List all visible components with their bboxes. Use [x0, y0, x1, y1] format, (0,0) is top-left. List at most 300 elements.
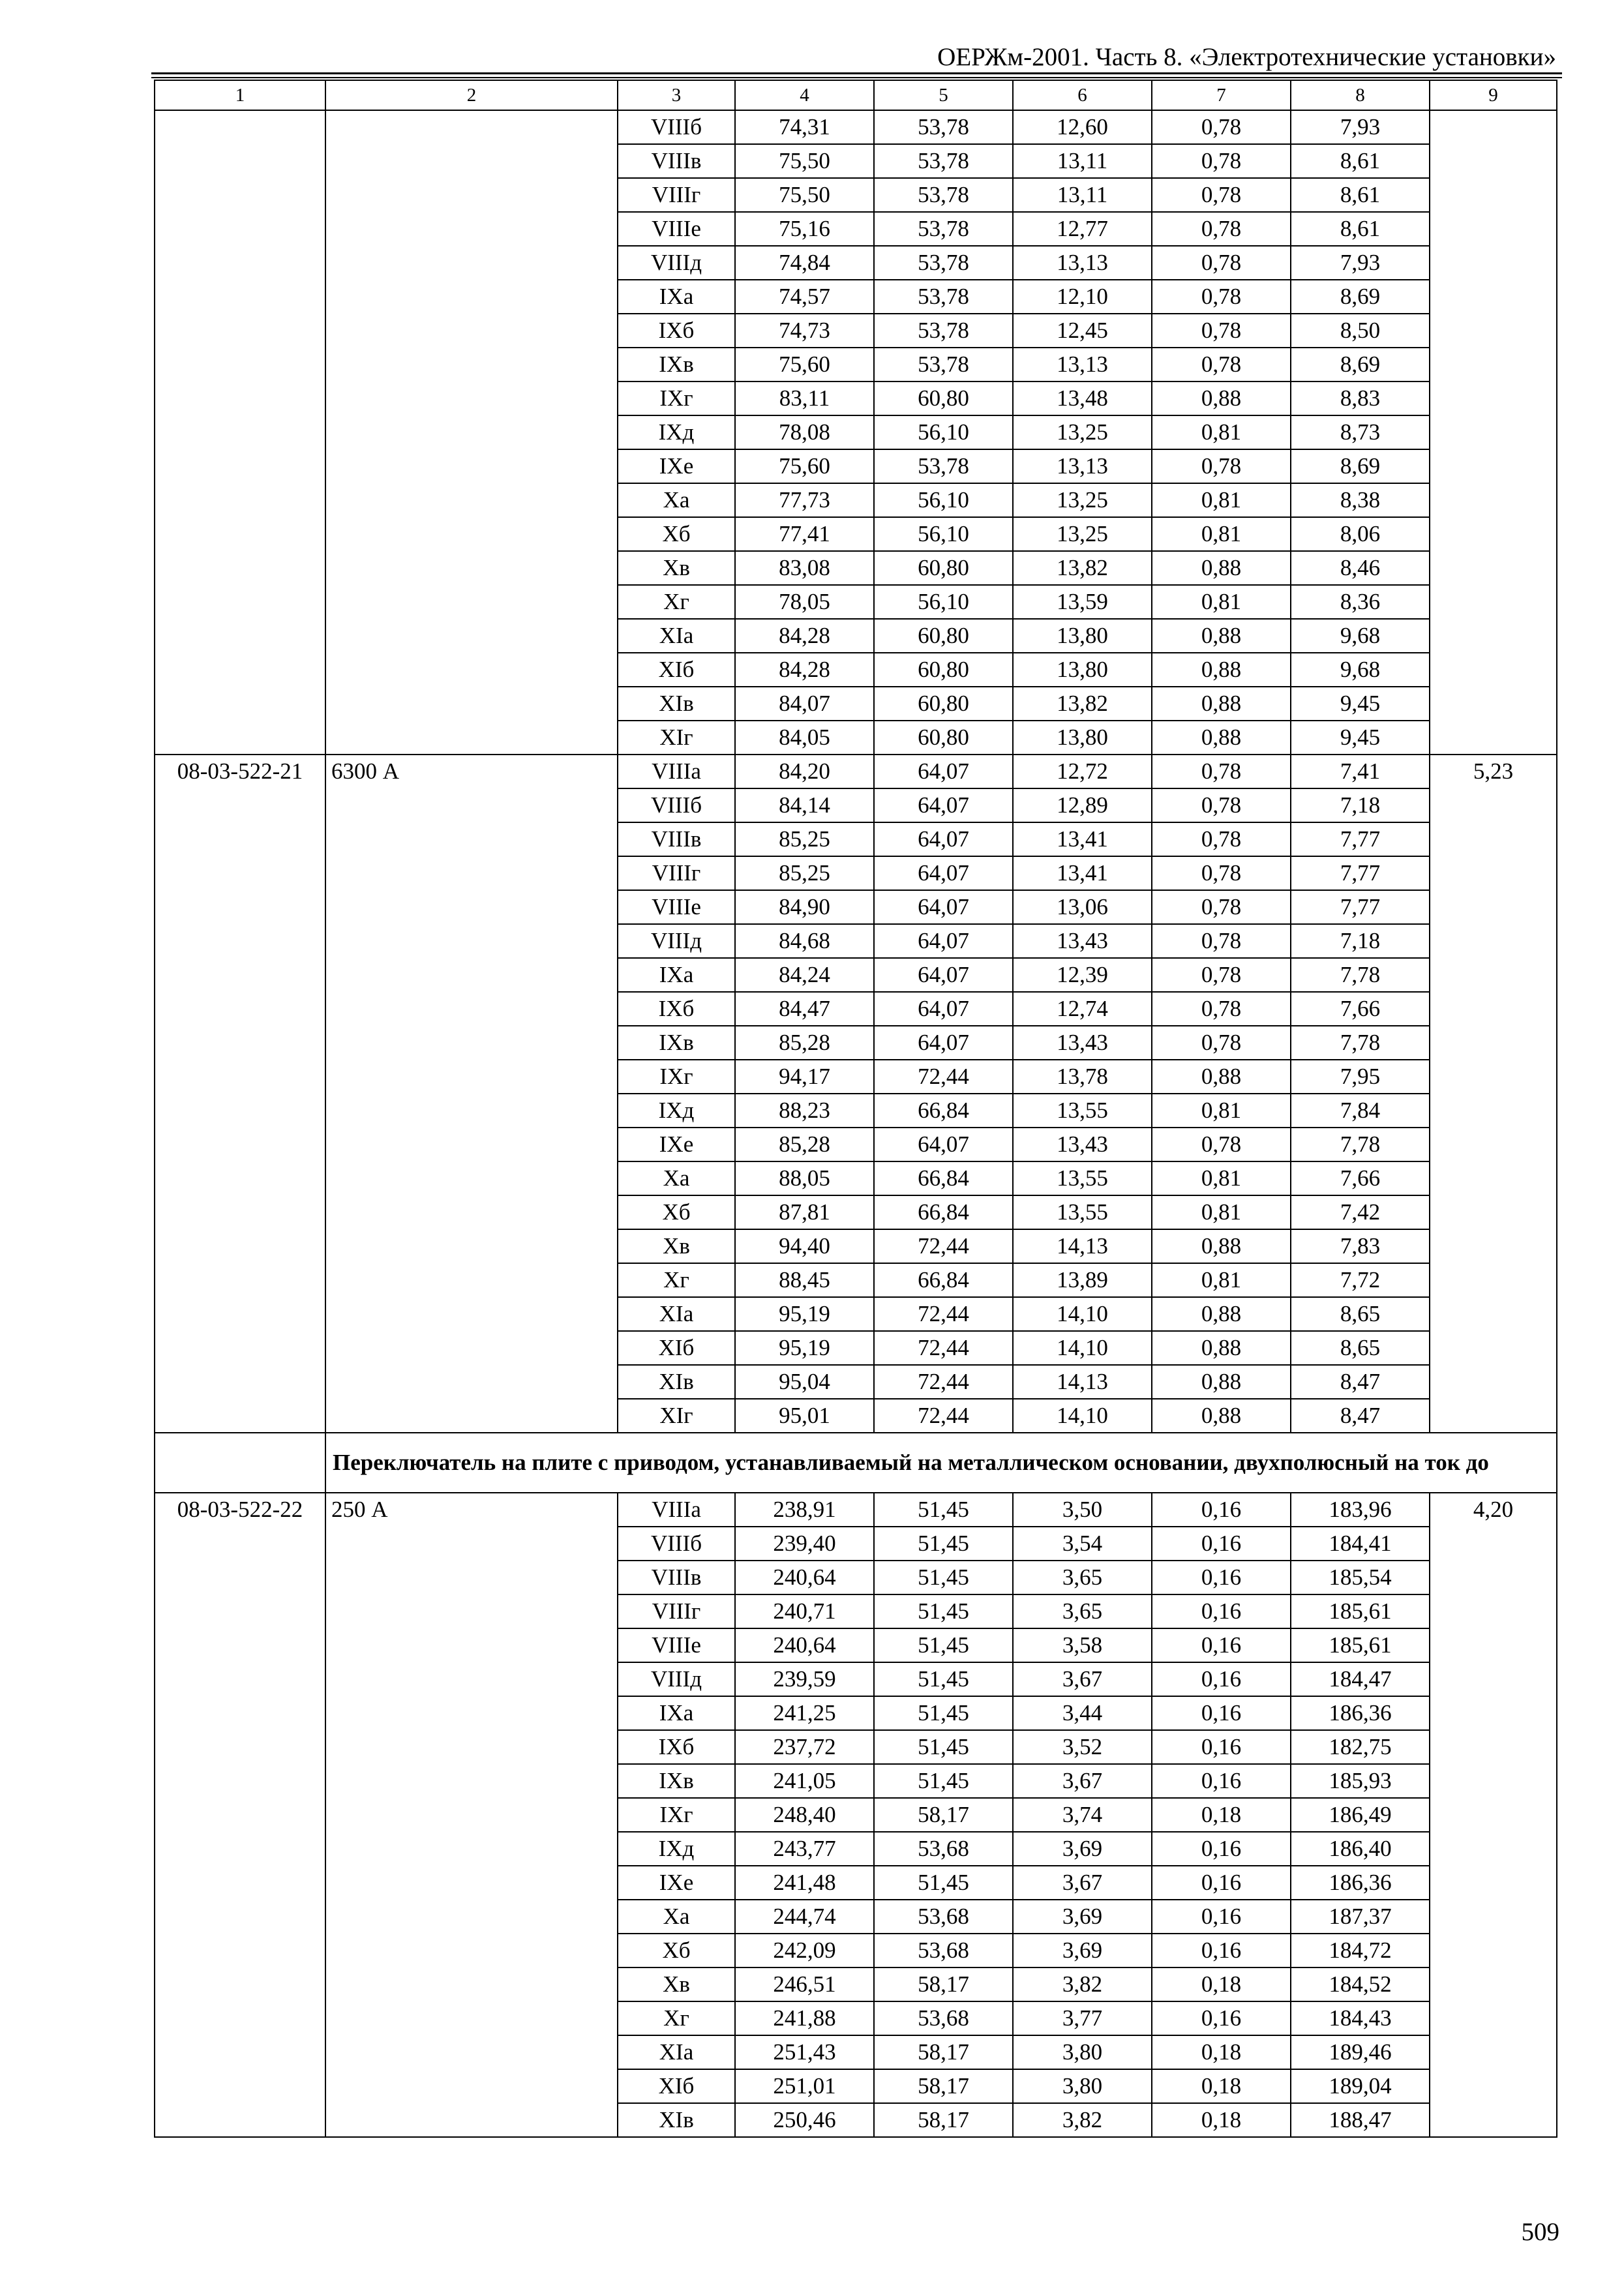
zone-cell: IXв: [618, 1764, 735, 1798]
value-cell: 75,50: [735, 144, 874, 178]
value-cell: 64,07: [874, 856, 1013, 890]
value-cell: 94,40: [735, 1229, 874, 1263]
zone-cell: IXе: [618, 1866, 735, 1900]
value-cell: 244,74: [735, 1900, 874, 1934]
value-cell: 186,40: [1291, 1832, 1430, 1866]
value-cell: 75,16: [735, 212, 874, 246]
value-cell: 12,60: [1013, 110, 1152, 144]
value-cell: 238,91: [735, 1493, 874, 1527]
value-cell: 13,13: [1013, 348, 1152, 382]
value-cell: 74,31: [735, 110, 874, 144]
value-cell: 83,08: [735, 551, 874, 585]
value-cell: 12,39: [1013, 958, 1152, 992]
zone-cell: VIIIб: [618, 110, 735, 144]
value-cell: 0,88: [1152, 1365, 1291, 1399]
value-cell: 13,06: [1013, 890, 1152, 924]
section-heading: Переключатель на плите с приводом, устанавливаемый на металлическом основании, двухполюсный на ток до: [325, 1433, 1557, 1493]
value-cell: 14,13: [1013, 1229, 1152, 1263]
value-cell: 8,47: [1291, 1399, 1430, 1433]
value-cell: 64,07: [874, 1026, 1013, 1060]
value-cell: 64,07: [874, 924, 1013, 958]
value-cell: 0,78: [1152, 856, 1291, 890]
value-cell: 7,72: [1291, 1263, 1430, 1297]
value-cell: 53,78: [874, 144, 1013, 178]
value-cell: 9,68: [1291, 653, 1430, 687]
value-cell: 185,61: [1291, 1594, 1430, 1628]
value-cell: 84,68: [735, 924, 874, 958]
value-cell: 189,04: [1291, 2069, 1430, 2103]
value-cell: 56,10: [874, 483, 1013, 517]
value-cell: 246,51: [735, 1967, 874, 2001]
value-cell: 58,17: [874, 2103, 1013, 2137]
value-cell: 95,19: [735, 1331, 874, 1365]
value-cell: 8,47: [1291, 1365, 1430, 1399]
value-cell: 60,80: [874, 653, 1013, 687]
value-cell: 0,78: [1152, 110, 1291, 144]
value-cell: 75,60: [735, 449, 874, 483]
zone-cell: VIIIв: [618, 1561, 735, 1594]
table-row: [155, 755, 1557, 788]
value-cell: 83,11: [735, 382, 874, 415]
value-cell: 64,07: [874, 992, 1013, 1026]
value-cell: 53,78: [874, 178, 1013, 212]
value-cell: 184,43: [1291, 2001, 1430, 2035]
value-cell: 8,73: [1291, 415, 1430, 449]
col9-value: 4,20: [1430, 1493, 1557, 2137]
value-cell: 7,84: [1291, 1094, 1430, 1128]
value-cell: 3,67: [1013, 1866, 1152, 1900]
page-number: 509: [1521, 2218, 1559, 2246]
value-cell: 12,74: [1013, 992, 1152, 1026]
value-cell: 8,61: [1291, 144, 1430, 178]
zone-cell: IXг: [618, 1060, 735, 1094]
value-cell: 85,25: [735, 822, 874, 856]
value-cell: 240,64: [735, 1628, 874, 1662]
value-cell: 250,46: [735, 2103, 874, 2137]
norm-name: [325, 110, 618, 755]
value-cell: 0,78: [1152, 246, 1291, 280]
value-cell: 0,18: [1152, 2103, 1291, 2137]
value-cell: 58,17: [874, 1967, 1013, 2001]
value-cell: 0,78: [1152, 755, 1291, 788]
value-cell: 0,78: [1152, 958, 1291, 992]
zone-cell: IXв: [618, 348, 735, 382]
value-cell: 66,84: [874, 1161, 1013, 1195]
header-rule-thin: [151, 77, 1562, 78]
value-cell: 84,14: [735, 788, 874, 822]
value-cell: 0,18: [1152, 1798, 1291, 1832]
value-cell: 241,48: [735, 1866, 874, 1900]
value-cell: 53,68: [874, 1900, 1013, 1934]
value-cell: 0,16: [1152, 2001, 1291, 2035]
value-cell: 13,43: [1013, 1128, 1152, 1161]
column-number: 7: [1152, 80, 1291, 110]
value-cell: 182,75: [1291, 1730, 1430, 1764]
value-cell: 186,36: [1291, 1866, 1430, 1900]
value-cell: 183,96: [1291, 1493, 1430, 1527]
zone-cell: VIIIа: [618, 755, 735, 788]
value-cell: 0,78: [1152, 178, 1291, 212]
value-cell: 184,41: [1291, 1527, 1430, 1561]
value-cell: 74,57: [735, 280, 874, 314]
value-cell: 64,07: [874, 822, 1013, 856]
value-cell: 7,95: [1291, 1060, 1430, 1094]
value-cell: 7,77: [1291, 856, 1430, 890]
value-cell: 13,89: [1013, 1263, 1152, 1297]
value-cell: 13,11: [1013, 178, 1152, 212]
column-number: 6: [1013, 80, 1152, 110]
value-cell: 0,88: [1152, 551, 1291, 585]
value-cell: 53,78: [874, 110, 1013, 144]
value-cell: 56,10: [874, 415, 1013, 449]
column-number: 2: [325, 80, 618, 110]
value-cell: 3,69: [1013, 1900, 1152, 1934]
value-cell: 53,68: [874, 2001, 1013, 2035]
value-cell: 0,78: [1152, 449, 1291, 483]
value-cell: 237,72: [735, 1730, 874, 1764]
value-cell: 51,45: [874, 1594, 1013, 1628]
value-cell: 8,61: [1291, 178, 1430, 212]
value-cell: 84,07: [735, 687, 874, 721]
value-cell: 8,61: [1291, 212, 1430, 246]
value-cell: 7,78: [1291, 958, 1430, 992]
value-cell: 189,46: [1291, 2035, 1430, 2069]
column-number: 8: [1291, 80, 1430, 110]
zone-cell: VIIIб: [618, 1527, 735, 1561]
norm-name: 250 А: [325, 1493, 618, 2137]
value-cell: 60,80: [874, 382, 1013, 415]
column-number: 9: [1430, 80, 1557, 110]
zone-cell: VIIIе: [618, 212, 735, 246]
value-cell: 72,44: [874, 1331, 1013, 1365]
value-cell: 0,16: [1152, 1934, 1291, 1967]
value-cell: 87,81: [735, 1195, 874, 1229]
value-cell: 241,05: [735, 1764, 874, 1798]
value-cell: 7,66: [1291, 992, 1430, 1026]
value-cell: 0,78: [1152, 314, 1291, 348]
value-cell: 13,11: [1013, 144, 1152, 178]
value-cell: 58,17: [874, 2069, 1013, 2103]
value-cell: 0,78: [1152, 992, 1291, 1026]
value-cell: 8,69: [1291, 449, 1430, 483]
value-cell: 84,47: [735, 992, 874, 1026]
value-cell: 0,16: [1152, 1628, 1291, 1662]
value-cell: 3,54: [1013, 1527, 1152, 1561]
zone-cell: IXд: [618, 1832, 735, 1866]
value-cell: 0,16: [1152, 1900, 1291, 1934]
value-cell: 188,47: [1291, 2103, 1430, 2137]
zone-cell: XIа: [618, 1297, 735, 1331]
zone-cell: IXб: [618, 314, 735, 348]
value-cell: 7,77: [1291, 822, 1430, 856]
zone-cell: Xб: [618, 1934, 735, 1967]
value-cell: 251,01: [735, 2069, 874, 2103]
value-cell: 84,24: [735, 958, 874, 992]
value-cell: 88,23: [735, 1094, 874, 1128]
value-cell: 85,28: [735, 1128, 874, 1161]
value-cell: 53,78: [874, 449, 1013, 483]
zone-cell: XIа: [618, 619, 735, 653]
value-cell: 0,16: [1152, 1527, 1291, 1561]
value-cell: 0,81: [1152, 1161, 1291, 1195]
value-cell: 51,45: [874, 1764, 1013, 1798]
value-cell: 51,45: [874, 1730, 1013, 1764]
zone-cell: XIг: [618, 1399, 735, 1433]
value-cell: 56,10: [874, 585, 1013, 619]
value-cell: 51,45: [874, 1628, 1013, 1662]
value-cell: 8,38: [1291, 483, 1430, 517]
value-cell: 0,88: [1152, 687, 1291, 721]
norms-table: [154, 80, 1557, 2138]
value-cell: 51,45: [874, 1696, 1013, 1730]
value-cell: 3,67: [1013, 1764, 1152, 1798]
value-cell: 53,78: [874, 212, 1013, 246]
value-cell: 3,58: [1013, 1628, 1152, 1662]
zone-cell: Xг: [618, 1263, 735, 1297]
value-cell: 3,69: [1013, 1832, 1152, 1866]
value-cell: 0,16: [1152, 1832, 1291, 1866]
value-cell: 75,50: [735, 178, 874, 212]
value-cell: 8,65: [1291, 1331, 1430, 1365]
value-cell: 0,81: [1152, 585, 1291, 619]
value-cell: 0,16: [1152, 1764, 1291, 1798]
value-cell: 72,44: [874, 1365, 1013, 1399]
value-cell: 53,68: [874, 1934, 1013, 1967]
value-cell: 72,44: [874, 1297, 1013, 1331]
value-cell: 7,77: [1291, 890, 1430, 924]
value-cell: 251,43: [735, 2035, 874, 2069]
value-cell: 77,41: [735, 517, 874, 551]
value-cell: 0,88: [1152, 1297, 1291, 1331]
column-number: 3: [618, 80, 735, 110]
zone-cell: Xг: [618, 585, 735, 619]
zone-cell: Xа: [618, 1900, 735, 1934]
value-cell: 3,80: [1013, 2035, 1152, 2069]
norm-code: 08-03-522-22: [155, 1493, 325, 2137]
value-cell: 239,40: [735, 1527, 874, 1561]
value-cell: 84,20: [735, 755, 874, 788]
zone-cell: Xв: [618, 1229, 735, 1263]
zone-cell: XIб: [618, 653, 735, 687]
value-cell: 186,36: [1291, 1696, 1430, 1730]
value-cell: 53,68: [874, 1832, 1013, 1866]
value-cell: 13,43: [1013, 1026, 1152, 1060]
value-cell: 72,44: [874, 1229, 1013, 1263]
value-cell: 241,25: [735, 1696, 874, 1730]
value-cell: 3,52: [1013, 1730, 1152, 1764]
value-cell: 13,41: [1013, 856, 1152, 890]
value-cell: 0,78: [1152, 788, 1291, 822]
value-cell: 13,25: [1013, 483, 1152, 517]
zone-cell: XIв: [618, 2103, 735, 2137]
value-cell: 85,25: [735, 856, 874, 890]
value-cell: 184,72: [1291, 1934, 1430, 1967]
value-cell: 242,09: [735, 1934, 874, 1967]
value-cell: 0,88: [1152, 1331, 1291, 1365]
value-cell: 7,41: [1291, 755, 1430, 788]
value-cell: 12,10: [1013, 280, 1152, 314]
column-number: 1: [155, 80, 325, 110]
value-cell: 0,78: [1152, 822, 1291, 856]
value-cell: 3,69: [1013, 1934, 1152, 1967]
value-cell: 64,07: [874, 788, 1013, 822]
value-cell: 8,69: [1291, 280, 1430, 314]
value-cell: 77,73: [735, 483, 874, 517]
value-cell: 240,64: [735, 1561, 874, 1594]
value-cell: 64,07: [874, 1128, 1013, 1161]
value-cell: 13,80: [1013, 721, 1152, 755]
value-cell: 0,78: [1152, 212, 1291, 246]
value-cell: 0,18: [1152, 1967, 1291, 2001]
value-cell: 186,49: [1291, 1798, 1430, 1832]
value-cell: 74,84: [735, 246, 874, 280]
col9-value: [1430, 110, 1557, 755]
value-cell: 12,45: [1013, 314, 1152, 348]
zone-cell: IXа: [618, 1696, 735, 1730]
value-cell: 60,80: [874, 619, 1013, 653]
value-cell: 51,45: [874, 1493, 1013, 1527]
value-cell: 3,65: [1013, 1561, 1152, 1594]
value-cell: 185,54: [1291, 1561, 1430, 1594]
value-cell: 8,46: [1291, 551, 1430, 585]
value-cell: 7,42: [1291, 1195, 1430, 1229]
value-cell: 95,19: [735, 1297, 874, 1331]
value-cell: 7,78: [1291, 1026, 1430, 1060]
value-cell: 9,45: [1291, 687, 1430, 721]
zone-cell: IXе: [618, 449, 735, 483]
section-code-cell: [155, 1433, 325, 1493]
value-cell: 13,55: [1013, 1195, 1152, 1229]
value-cell: 8,36: [1291, 585, 1430, 619]
zone-cell: VIIIг: [618, 1594, 735, 1628]
zone-cell: XIв: [618, 1365, 735, 1399]
value-cell: 0,88: [1152, 619, 1291, 653]
value-cell: 66,84: [874, 1263, 1013, 1297]
value-cell: 14,13: [1013, 1365, 1152, 1399]
zone-cell: IXв: [618, 1026, 735, 1060]
value-cell: 8,06: [1291, 517, 1430, 551]
value-cell: 14,10: [1013, 1297, 1152, 1331]
zone-cell: IXг: [618, 1798, 735, 1832]
value-cell: 13,41: [1013, 822, 1152, 856]
value-cell: 60,80: [874, 721, 1013, 755]
value-cell: 84,90: [735, 890, 874, 924]
value-cell: 13,82: [1013, 551, 1152, 585]
value-cell: 53,78: [874, 280, 1013, 314]
value-cell: 0,81: [1152, 483, 1291, 517]
value-cell: 0,81: [1152, 415, 1291, 449]
value-cell: 12,89: [1013, 788, 1152, 822]
value-cell: 53,78: [874, 348, 1013, 382]
zone-cell: VIIIб: [618, 788, 735, 822]
value-cell: 13,43: [1013, 924, 1152, 958]
value-cell: 58,17: [874, 2035, 1013, 2069]
zone-cell: IXд: [618, 1094, 735, 1128]
norm-name: 6300 А: [325, 755, 618, 1433]
value-cell: 3,77: [1013, 2001, 1152, 2035]
value-cell: 8,65: [1291, 1297, 1430, 1331]
value-cell: 240,71: [735, 1594, 874, 1628]
zone-cell: VIIIв: [618, 822, 735, 856]
value-cell: 0,88: [1152, 653, 1291, 687]
value-cell: 95,01: [735, 1399, 874, 1433]
zone-cell: VIIIг: [618, 856, 735, 890]
zone-cell: XIа: [618, 2035, 735, 2069]
value-cell: 9,68: [1291, 619, 1430, 653]
value-cell: 3,50: [1013, 1493, 1152, 1527]
zone-cell: IXб: [618, 1730, 735, 1764]
value-cell: 0,78: [1152, 1026, 1291, 1060]
zone-cell: VIIIг: [618, 178, 735, 212]
value-cell: 53,78: [874, 246, 1013, 280]
zone-cell: XIв: [618, 687, 735, 721]
value-cell: 0,78: [1152, 348, 1291, 382]
zone-cell: VIIIе: [618, 890, 735, 924]
zone-cell: IXа: [618, 280, 735, 314]
value-cell: 95,04: [735, 1365, 874, 1399]
value-cell: 13,25: [1013, 415, 1152, 449]
zone-cell: Xб: [618, 517, 735, 551]
zone-cell: IXа: [618, 958, 735, 992]
value-cell: 58,17: [874, 1798, 1013, 1832]
value-cell: 241,88: [735, 2001, 874, 2035]
zone-cell: VIIIд: [618, 1662, 735, 1696]
value-cell: 13,55: [1013, 1161, 1152, 1195]
value-cell: 3,67: [1013, 1662, 1152, 1696]
value-cell: 60,80: [874, 551, 1013, 585]
value-cell: 13,13: [1013, 246, 1152, 280]
value-cell: 248,40: [735, 1798, 874, 1832]
value-cell: 184,47: [1291, 1662, 1430, 1696]
value-cell: 8,69: [1291, 348, 1430, 382]
value-cell: 7,66: [1291, 1161, 1430, 1195]
value-cell: 13,80: [1013, 653, 1152, 687]
value-cell: 51,45: [874, 1561, 1013, 1594]
value-cell: 0,81: [1152, 1094, 1291, 1128]
value-cell: 84,05: [735, 721, 874, 755]
value-cell: 56,10: [874, 517, 1013, 551]
zone-cell: Xв: [618, 551, 735, 585]
value-cell: 0,18: [1152, 2035, 1291, 2069]
value-cell: 243,77: [735, 1832, 874, 1866]
value-cell: 0,78: [1152, 1128, 1291, 1161]
zone-cell: VIIIд: [618, 246, 735, 280]
value-cell: 64,07: [874, 755, 1013, 788]
zone-cell: VIIIв: [618, 144, 735, 178]
value-cell: 0,16: [1152, 1493, 1291, 1527]
value-cell: 51,45: [874, 1866, 1013, 1900]
value-cell: 64,07: [874, 958, 1013, 992]
zone-cell: XIб: [618, 2069, 735, 2103]
value-cell: 0,88: [1152, 1399, 1291, 1433]
zone-cell: Xг: [618, 2001, 735, 2035]
value-cell: 78,05: [735, 585, 874, 619]
value-cell: 0,16: [1152, 1866, 1291, 1900]
value-cell: 3,82: [1013, 1967, 1152, 2001]
value-cell: 12,72: [1013, 755, 1152, 788]
value-cell: 0,16: [1152, 1561, 1291, 1594]
value-cell: 0,88: [1152, 1060, 1291, 1094]
value-cell: 88,05: [735, 1161, 874, 1195]
value-cell: 187,37: [1291, 1900, 1430, 1934]
value-cell: 60,80: [874, 687, 1013, 721]
column-number: 5: [874, 80, 1013, 110]
value-cell: 51,45: [874, 1662, 1013, 1696]
value-cell: 3,65: [1013, 1594, 1152, 1628]
value-cell: 0,16: [1152, 1696, 1291, 1730]
zone-cell: IXг: [618, 382, 735, 415]
value-cell: 3,44: [1013, 1696, 1152, 1730]
